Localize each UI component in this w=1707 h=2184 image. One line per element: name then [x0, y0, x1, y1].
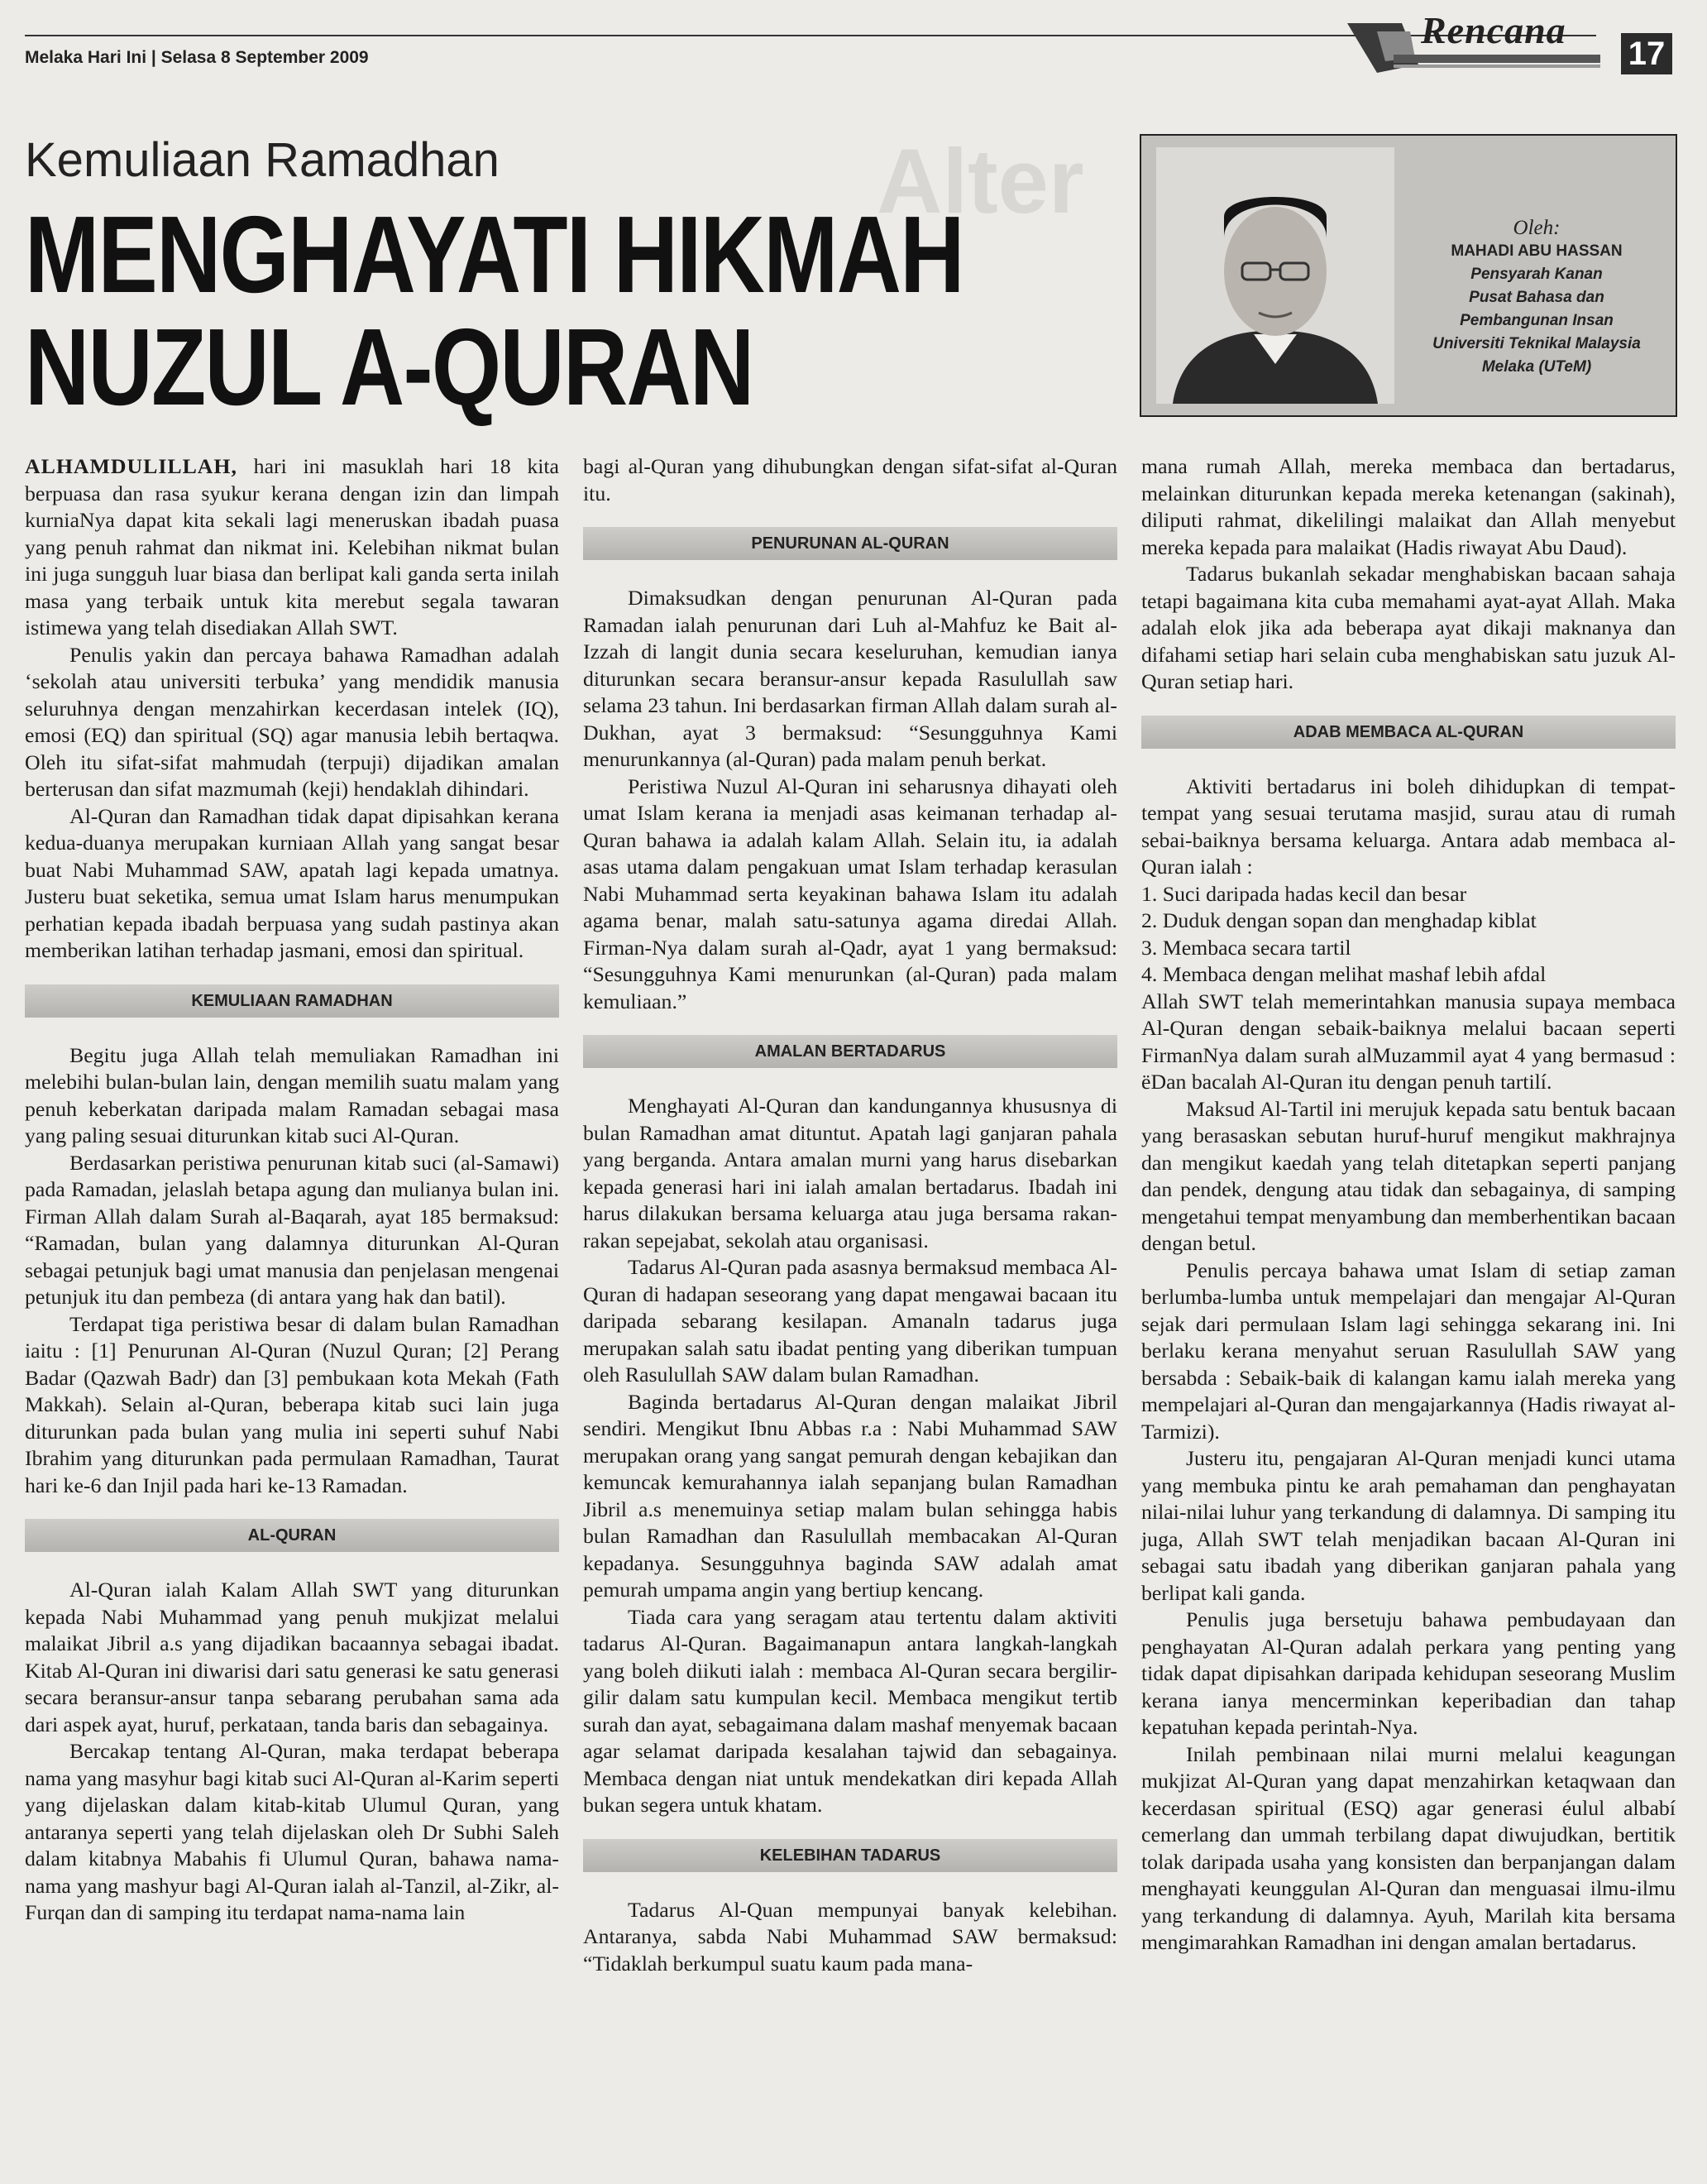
- author-university-2: Melaka (UTeM): [1481, 358, 1592, 376]
- list-item: 2. Duduk dengan sopan dan menghadap kiblat: [1141, 908, 1537, 932]
- paragraph: Dimaksudkan dengan penurunan Al-Quran pada Ramadan ialah penurunan dari Luh al-Mahfuz ke Bait al-Izzah di langit dunia secara keseluruhan, kemudian ianya diturunkan secara beransur-ansur kepada Rasulullah saw selama 23 tahun. Ini berdasarkan firman Allah dalam surah al-Dukhan, ayat 3 bermaksud: “Sesungguhnya Kami menurunkannya (al-Quran) pada malam penuh berkat.: [583, 586, 1117, 771]
- paragraph: Penulis yakin dan percaya bahawa Ramadhan adalah ‘sekolah atau universiti terbuka’ yang mendidik manusia seluruhnya dengan menzahirkan kecerdasan intelek (IQ), emosi (EQ) dan spiritual (SQ) agar manusia lebih bertaqwa. Oleh itu sifat-sifat mahmudah (terpuji) dijadikan amalan berterusan dan sifat mazmumah (keji) hendaklah dihindari.: [25, 642, 559, 801]
- paragraph: Tadarus Al-Quran pada asasnya bermaksud membaca Al-Quran di hadapan seseorang yang dapat mengawai bacaan itu daripada sebarang kesilapan. Amanaln tadarus juga merupakan salah satu ibadat penting yang diberikan tumpuan oleh Rasulullah SAW dalam bulan Ramadhan.: [583, 1255, 1117, 1387]
- author-name: MAHADI ABU HASSAN: [1451, 242, 1623, 260]
- list-item: 3. Membaca secara tartil: [1141, 935, 1351, 960]
- paragraph: Begitu juga Allah telah memuliakan Ramadhan ini melebihi bulan-bulan lain, dengan memilih suatu malam yang penuh keberkatan daripada malam Ramadan sebagai masa yang paling sesuai diturunkan kitab suci Al-Quran.: [25, 1042, 559, 1147]
- article-column-3: [1141, 453, 1676, 1956]
- paragraph: Justeru itu, pengajaran Al-Quran menjadi kunci utama yang membuka pintu ke arah pemahaman dan penghayatan nilai-nilai luhur yang terkandung di dalamnya. Di samping itu juga, Allah SWT telah menjadikan bacaan Al-Quran ini sebagai satu ibadah yang diberikan ganjaran pahala yang berlipat kali ganda.: [1141, 1446, 1676, 1605]
- list-item: 1. Suci daripada hadas kecil dan besar: [1141, 881, 1467, 906]
- paragraph: Terdapat tiga peristiwa besar di dalam bulan Ramadhan iaitu : [1] Penurunan Al-Quran (Nuzul Quran; [2] Perang Badar (Qazwah Badr) dan [3] pembukaan kota Mekah (Fath Makkah). Selain al-Quran, beberapa kitab suci lain juga diturunkan pada bulan yang mulia ini seperti suhuf Nabi Ibrahim yang diturunkan pada permulaan Ramadhan, Taurat hari ke-6 dan Injil pada hari ke-13 Ramadan.: [25, 1311, 559, 1497]
- article-kicker: Kemuliaan Ramadhan: [25, 133, 500, 187]
- paragraph: [25, 453, 559, 642]
- paragraph: Al-Quran dan Ramadhan tidak dapat dipisahkan kerana kedua-duanya merupakan kurniaan Allah yang sangat besar buat Nabi Muhammad SAW, apatah lagi kepada umatnya. Justeru buat seketika, semua umat Islam harus menumpukan perhatian kepada ibadah berpuasa yang sudah pastinya akan memberikan latihan terhadap jasmani, emosi dan spiritual.: [25, 803, 559, 962]
- subheading: AL-QURAN: [25, 1519, 559, 1552]
- article-column-1: [25, 453, 559, 1927]
- subheading: KEMULIAAN RAMADHAN: [25, 984, 559, 1018]
- subheading: AMALAN BERTADARUS: [583, 1035, 1117, 1068]
- article-column-2: [583, 453, 1117, 1977]
- page-number: 17: [1621, 33, 1672, 74]
- byline-label: Oleh:: [1513, 217, 1561, 239]
- paragraph: Tadarus bukanlah sekadar menghabiskan bacaan sahaja tetapi bagaimana kita cuba memahami ayat-ayat Allah. Maka adalah elok jika ada beberapa ayat dikaji maknanya dan difahami setiap hari selain cuba menghabiskan satu juzuk Al-Quran setiap hari.: [1141, 562, 1676, 693]
- author-university-1: Universiti Teknikal Malaysia: [1432, 335, 1641, 352]
- paragraph: Tiada cara yang seragam atau tertentu dalam aktiviti tadarus Al-Quran. Bagaimanapun antara langkah-langkah yang boleh diikuti ialah : membaca Al-Quran secara bergilir-gilir dalam satu kumpulan kecil. Membaca mengikut tertib surah dan ayat, sebagaimana dalam mashaf menyemak bacaan agar selamat daripada kesalahan tajwid dan sebagainya. Membaca dengan niat untuk mendekatkan diri kepada Allah bukan segera untuk khatam.: [583, 1604, 1117, 1817]
- author-credit: [1398, 217, 1676, 379]
- paragraph: mana rumah Allah, mereka membaca dan bertadarus, melainkan diturunkan kepada mereka ketenangan (sakinah), diliputi rahmat, dikelilingi malaikat dan Allah menyebut mereka kepada para malaikat (Hadis riwayat Abu Daud).: [1141, 454, 1676, 559]
- author-dept-2: Pembangunan Insan: [1460, 312, 1614, 329]
- paragraph: bagi al-Quran yang dihubungkan dengan sifat-sifat al-Quran itu.: [583, 454, 1117, 505]
- paragraph: Penulis percaya bahawa umat Islam di setiap zaman berlumba-lumba untuk mempelajari dan mengajar Al-Quran sejak dari permulaan Islam lagi sehingga sekarang ini. Ini berlaku kerana menyahut seruan Rasulullah SAW yang bersabda : Sebaik-baik di kalangan kamu ialah mereka yang mempelajari al-Quran dan mengajarkannya (Hadis riwayat al-Tarmizi).: [1141, 1257, 1676, 1444]
- show-through-text: Alter: [877, 131, 1084, 232]
- paragraph: Penulis juga bersetuju bahawa pembudayaan dan penghayatan Al-Quran adalah perkara yang penting yang tidak dapat dipisahkan daripada kehidupan seseorang Muslim kerana ianya mencerminkan keperibadian dan tahap kepatuhan kepada perintah-Nya.: [1141, 1607, 1676, 1739]
- author-dept-1: Pusat Bahasa dan: [1469, 289, 1604, 306]
- paragraph: Al-Quran ialah Kalam Allah SWT yang diturunkan kepada Nabi Muhammad yang penuh mukjizat melalui malaikat Jibril a.s yang dijadikan bacaannya sebagai ibadat. Kitab Al-Quran ini diwarisi dari satu generasi ke satu generasi secara beransur-ansur tanpa sebarang perubahan sama ada dari aspek ayat, huruf, perkataan, tanda baris dan sebagainya.: [25, 1578, 559, 1736]
- section-label: Rencana: [1421, 9, 1566, 51]
- paragraph: Menghayati Al-Quran dan kandungannya khususnya di bulan Ramadhan amat dituntut. Apatah lagi ganjaran pahala yang berganda. Antara amalan murni yang harus disebarkan kepada generasi hari ini ialah amalan bertadarus. Ibadah ini harus dilakukan bersama keluarga atau juga bersama rakan-rakan sepejabat, sekolah atau organisasi.: [583, 1094, 1117, 1252]
- headline-line-1: MENGHAYATI HIKMAH: [25, 194, 963, 315]
- subheading: PENURUNAN AL-QURAN: [583, 527, 1117, 560]
- paragraph: Bercakap tentang Al-Quran, maka terdapat beberapa nama yang masyhur bagi kitab suci Al-Quran al-Karim seperti yang dijelaskan dalam kitab-kitab Ulumul Quran, yang antaranya seperti yang telah dijelaskan oleh Dr Subhi Saleh dalam kitabnya Mabahis fi Ulumul Quran, bahawa nama-nama yang mashyur bagi Al-Quran ialah al-Tanzil, al-Zikr, al-Furqan dan di samping itu terdapat nama-nama lain: [25, 1739, 559, 1924]
- paragraph: Allah SWT telah memerintahkan manusia supaya membaca Al-Quran dengan sebaik-baiknya melalui bacaan seperti FirmanNya dalam surah alMuzammil ayat 4 yang bermasud : ëDan bacalah Al-Quran itu dengan penuh tartilí.: [1141, 989, 1676, 1094]
- paragraph: Peristiwa Nuzul Al-Quran ini seharusnya dihayati oleh umat Islam kerana ia menjadi asas keimanan terhadap al-Quran bahawa ia adalah kalam Allah. Selain itu, ia adalah asas utama dalam pengakuan umat Islam terhadap kerasulan Nabi Muhammad serta keyakinan bahawa Islam itu adalah agama benar, malah satu-satunya agama diredai Allah. Firman-Nya dalam surah al-Qadr, ayat 1 yang bermaksud: “Sesungguhnya Kami menurunkan (al-Quran) pada malam kemuliaan.”: [583, 774, 1117, 1013]
- paragraph: Aktiviti bertadarus ini boleh dihidupkan di tempat-tempat yang sesuai terutama masjid, surau atau di rumah sebai-baiknya bersama keluarga. Antara adab membaca al-Quran ialah :: [1141, 774, 1676, 879]
- paragraph: Berdasarkan peristiwa penurunan kitab suci (al-Samawi) pada Ramadan, jelaslah betapa agung dan mulianya bulan ini. Firman Allah dalam Surah al-Baqarah, ayat 185 bermaksud: “Ramadan, bulan yang dalamnya diturunkan Al-Quran sebagai petunjuk bagi umat manusia dan penjelasan mengenai petunjuk itu dan pembeza (di antara yang hak dan batil).: [25, 1150, 559, 1309]
- paragraph-text: hari ini masuklah hari 18 kita berpuasa dan rasa syukur kerana dengan izin dan limpah kurniaNya dapat kita sekali lagi meneruskan ibadah puasa yang penuh rahmat dan nikmat ini. Kelebihan nikmat bulan ini juga sungguh luar biasa dan berlipat kali ganda serta inilah masa yang terbaik untuk kita merebut segala tawaran istimewa yang telah disediakan Allah SWT.: [25, 454, 559, 639]
- paragraph: Inilah pembinaan nilai murni melalui keagungan mukjizat Al-Quran yang dapat menzahirkan ketaqwaan dan kecerdasan spiritual (ESQ) agar generasi éulul albabí cemerlang dan ummah terbilang dapat diwujudkan, bertitik tolak daripada usaha yang konsisten dan berpanjangan dalam menghayati keunggulan Al-Quran dan menguasai ilmu-ilmu yang terkandung di dalamnya. Ayuh, Marilah kita bersama mengimarahkan Ramadhan ini dengan amalan bertadarus.: [1141, 1741, 1676, 1954]
- subheading: KELEBIHAN TADARUS: [583, 1839, 1117, 1872]
- author-box: [1140, 134, 1677, 417]
- article-headline: [25, 194, 963, 428]
- headline-line-2: NUZUL A-QURAN: [25, 306, 753, 428]
- lead-word: ALHAMDULILLAH,: [25, 454, 237, 478]
- author-photo: [1156, 147, 1394, 404]
- subheading: ADAB MEMBACA AL-QURAN: [1141, 716, 1676, 749]
- paragraph: Tadarus Al-Quan mempunyai banyak kelebihan. Antaranya, sabda Nabi Muhammad SAW bermaksud: “Tidaklah berkumpul suatu kaum pada mana-: [583, 1897, 1117, 1976]
- paragraph: Baginda bertadarus Al-Quran dengan malaikat Jibril sendiri. Mengikut Ibnu Abbas r.a : Nabi Muhammad SAW merupakan orang yang sangat pemurah dengan kebajikan dan kemuncak kemurahannya ialah sepanjang bulan Ramadhan Jibril a.s menemuinya setiap malam bulan sehingga habis bulan Ramadhan dan Rasulullah membacakan Al-Quran kepadanya. Sesungguhnya baginda SAW adalah amat pemurah umpama angin yang bertiup kencang.: [583, 1389, 1117, 1602]
- list-item: 4. Membaca dengan melihat mashaf lebih afdal: [1141, 962, 1547, 986]
- author-title: Pensyarah Kanan: [1470, 266, 1603, 283]
- paragraph: Maksud Al-Tartil ini merujuk kepada satu bentuk bacaan yang berasaskan sebutan huruf-huruf mengikut makhrajnya dan mengikut kaedah yang telah ditetapkan seperti panjang dan pendek, dengung atau tidak dan sebagainya, di samping mengetahui tempat menyambung dan memberhentikan bacaan dengan betul.: [1141, 1096, 1676, 1255]
- publication-dateline: Melaka Hari Ini | Selasa 8 September 2009: [25, 48, 369, 67]
